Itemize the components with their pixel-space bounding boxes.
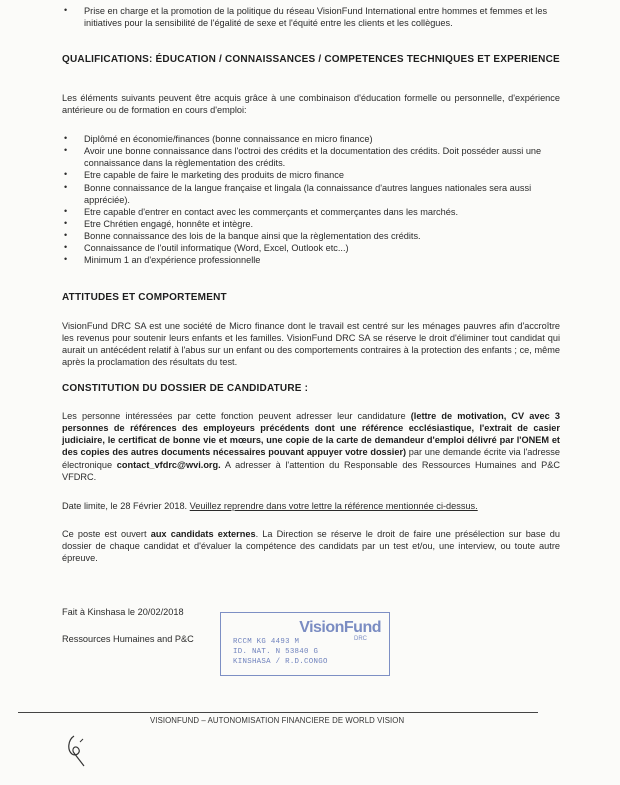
- stamp-id-nat: ID. NAT. N 53840 G: [233, 648, 319, 656]
- qualifications-list: [62, 133, 560, 267]
- deadline-date: Date limite, le 28 Février 2018.: [62, 501, 188, 511]
- dossier-text-mid: par une demande écrite via l'adresse électronique: [62, 447, 560, 470]
- dossier-required-documents: (lettre de motivation, CV avec 3 personnes de références des employeurs précédents dont une référence ecclésiastique, l'extrait de casier judiciaire, le certificat de bonne vie et mœurs, une copie de la carte de demandeur d'emploi délivré par l'ONEM et des copies des autres documents nécessaires pouvant appuyer votre dossier): [62, 411, 561, 458]
- external-candidates: aux candidats externes: [150, 529, 256, 539]
- stamp-logo: VisionFund: [299, 619, 381, 636]
- list-item: • Avoir une bonne connaissance dans l'octroi des crédits et la documentation des crédits. Doit posséder aussi une connaissance dans la règlementation des crédits.: [62, 145, 560, 169]
- qualifications-heading: QUALIFICATIONS: ÉDUCATION / CONNAISSANCES / COMPETENCES TECHNIQUES ET EXPERIENCE: [62, 54, 560, 65]
- dossier-text-start: Les personne intéressées par cette fonction peuvent adresser leur candidature: [62, 411, 406, 421]
- deadline-note: Veuillez reprendre dans votre lettre la référence mentionnée ci-dessus.: [189, 501, 478, 511]
- list-item: • Connaissance de l'outil informatique (Word, Excel, Outlook etc...): [62, 242, 560, 254]
- footer-rule: [18, 712, 538, 713]
- contact-email: contact_vfdrc@wvi.org.: [116, 459, 221, 470]
- external-text-end: . La Direction se réserve le droit de faire une présélection sur base du dossier de chaque candidat et d'évaluer la compétence des candidats par un test et/ou, une interview, ou toute autre épreuve.: [62, 529, 561, 564]
- department-signoff: Ressources Humaines and P&C: [62, 634, 194, 644]
- place-date: Fait à Kinshasa le 20/02/2018: [62, 607, 184, 617]
- deadline-paragraph: [62, 500, 560, 512]
- list-item: • Bonne connaissance des lois de la banque ainsi que la règlementation des crédits.: [62, 230, 560, 242]
- dossier-heading: CONSTITUTION DU DOSSIER DE CANDIDATURE :: [62, 383, 309, 394]
- attitudes-text: VisionFund DRC SA est une société de Micro finance dont le travail est centré sur les ménages pauvres afin d'accroître les revenus pour soutenir leurs enfants et les familles. VisionFund DRC SA se réserve le droit d'éliminer tout candidat qui aurait un antécédent relatif à l'abus sur un enfant ou des comportements contraires à la protection des enfants ; ce, même après la proclamation des résultats du test.: [62, 321, 560, 368]
- intro-bullet-list: [62, 5, 560, 29]
- list-item: • Bonne connaissance de la langue française et lingala (la connaissance d'autres langues nationales sera aussi appréciée).: [62, 182, 560, 206]
- list-item: • Minimum 1 an d'expérience professionnelle: [62, 254, 560, 266]
- external-text-start: Ce poste est ouvert: [62, 529, 147, 539]
- external-candidates-paragraph: [62, 528, 560, 564]
- stamp-sub: DRC: [354, 636, 367, 642]
- stamp-rccm: RCCM KG 4493 M: [233, 638, 300, 646]
- company-stamp: [220, 612, 390, 676]
- list-item: • Prise en charge et la promotion de la politique du réseau VisionFund International entre hommes et femmes et les initiatives pour la sensibilité de l'égalité de sexe et l'équité entre les clients et les collègues.: [62, 5, 560, 29]
- dossier-text-end: A adresser à l'attention du Responsable des Ressources Humaines and P&C VFDRC.: [62, 459, 560, 482]
- dossier-paragraph: [62, 410, 560, 483]
- list-item: • Etre capable de faire le marketing des produits de micro finance: [62, 169, 560, 181]
- attitudes-heading: ATTITUDES ET COMPORTEMENT: [62, 292, 227, 303]
- stamp-location: KINSHASA / R.D.CONGO: [233, 658, 328, 666]
- footer-text: VISIONFUND – AUTONOMISATION FINANCIERE DE WORLD VISION: [150, 716, 405, 725]
- list-item: • Etre Chrétien engagé, honnête et intègre.: [62, 218, 560, 230]
- list-item: • Diplômé en économie/finances (bonne connaissance en micro finance): [62, 133, 560, 145]
- signature-mark: [62, 730, 102, 770]
- qualifications-intro: Les éléments suivants peuvent être acquis grâce à une combinaison d'éducation formelle ou personnelle, d'expérience antérieure ou de formation en cours d'emploi:: [62, 93, 560, 116]
- list-item: • Etre capable d'entrer en contact avec les commerçants et commerçantes dans les marchés.: [62, 206, 560, 218]
